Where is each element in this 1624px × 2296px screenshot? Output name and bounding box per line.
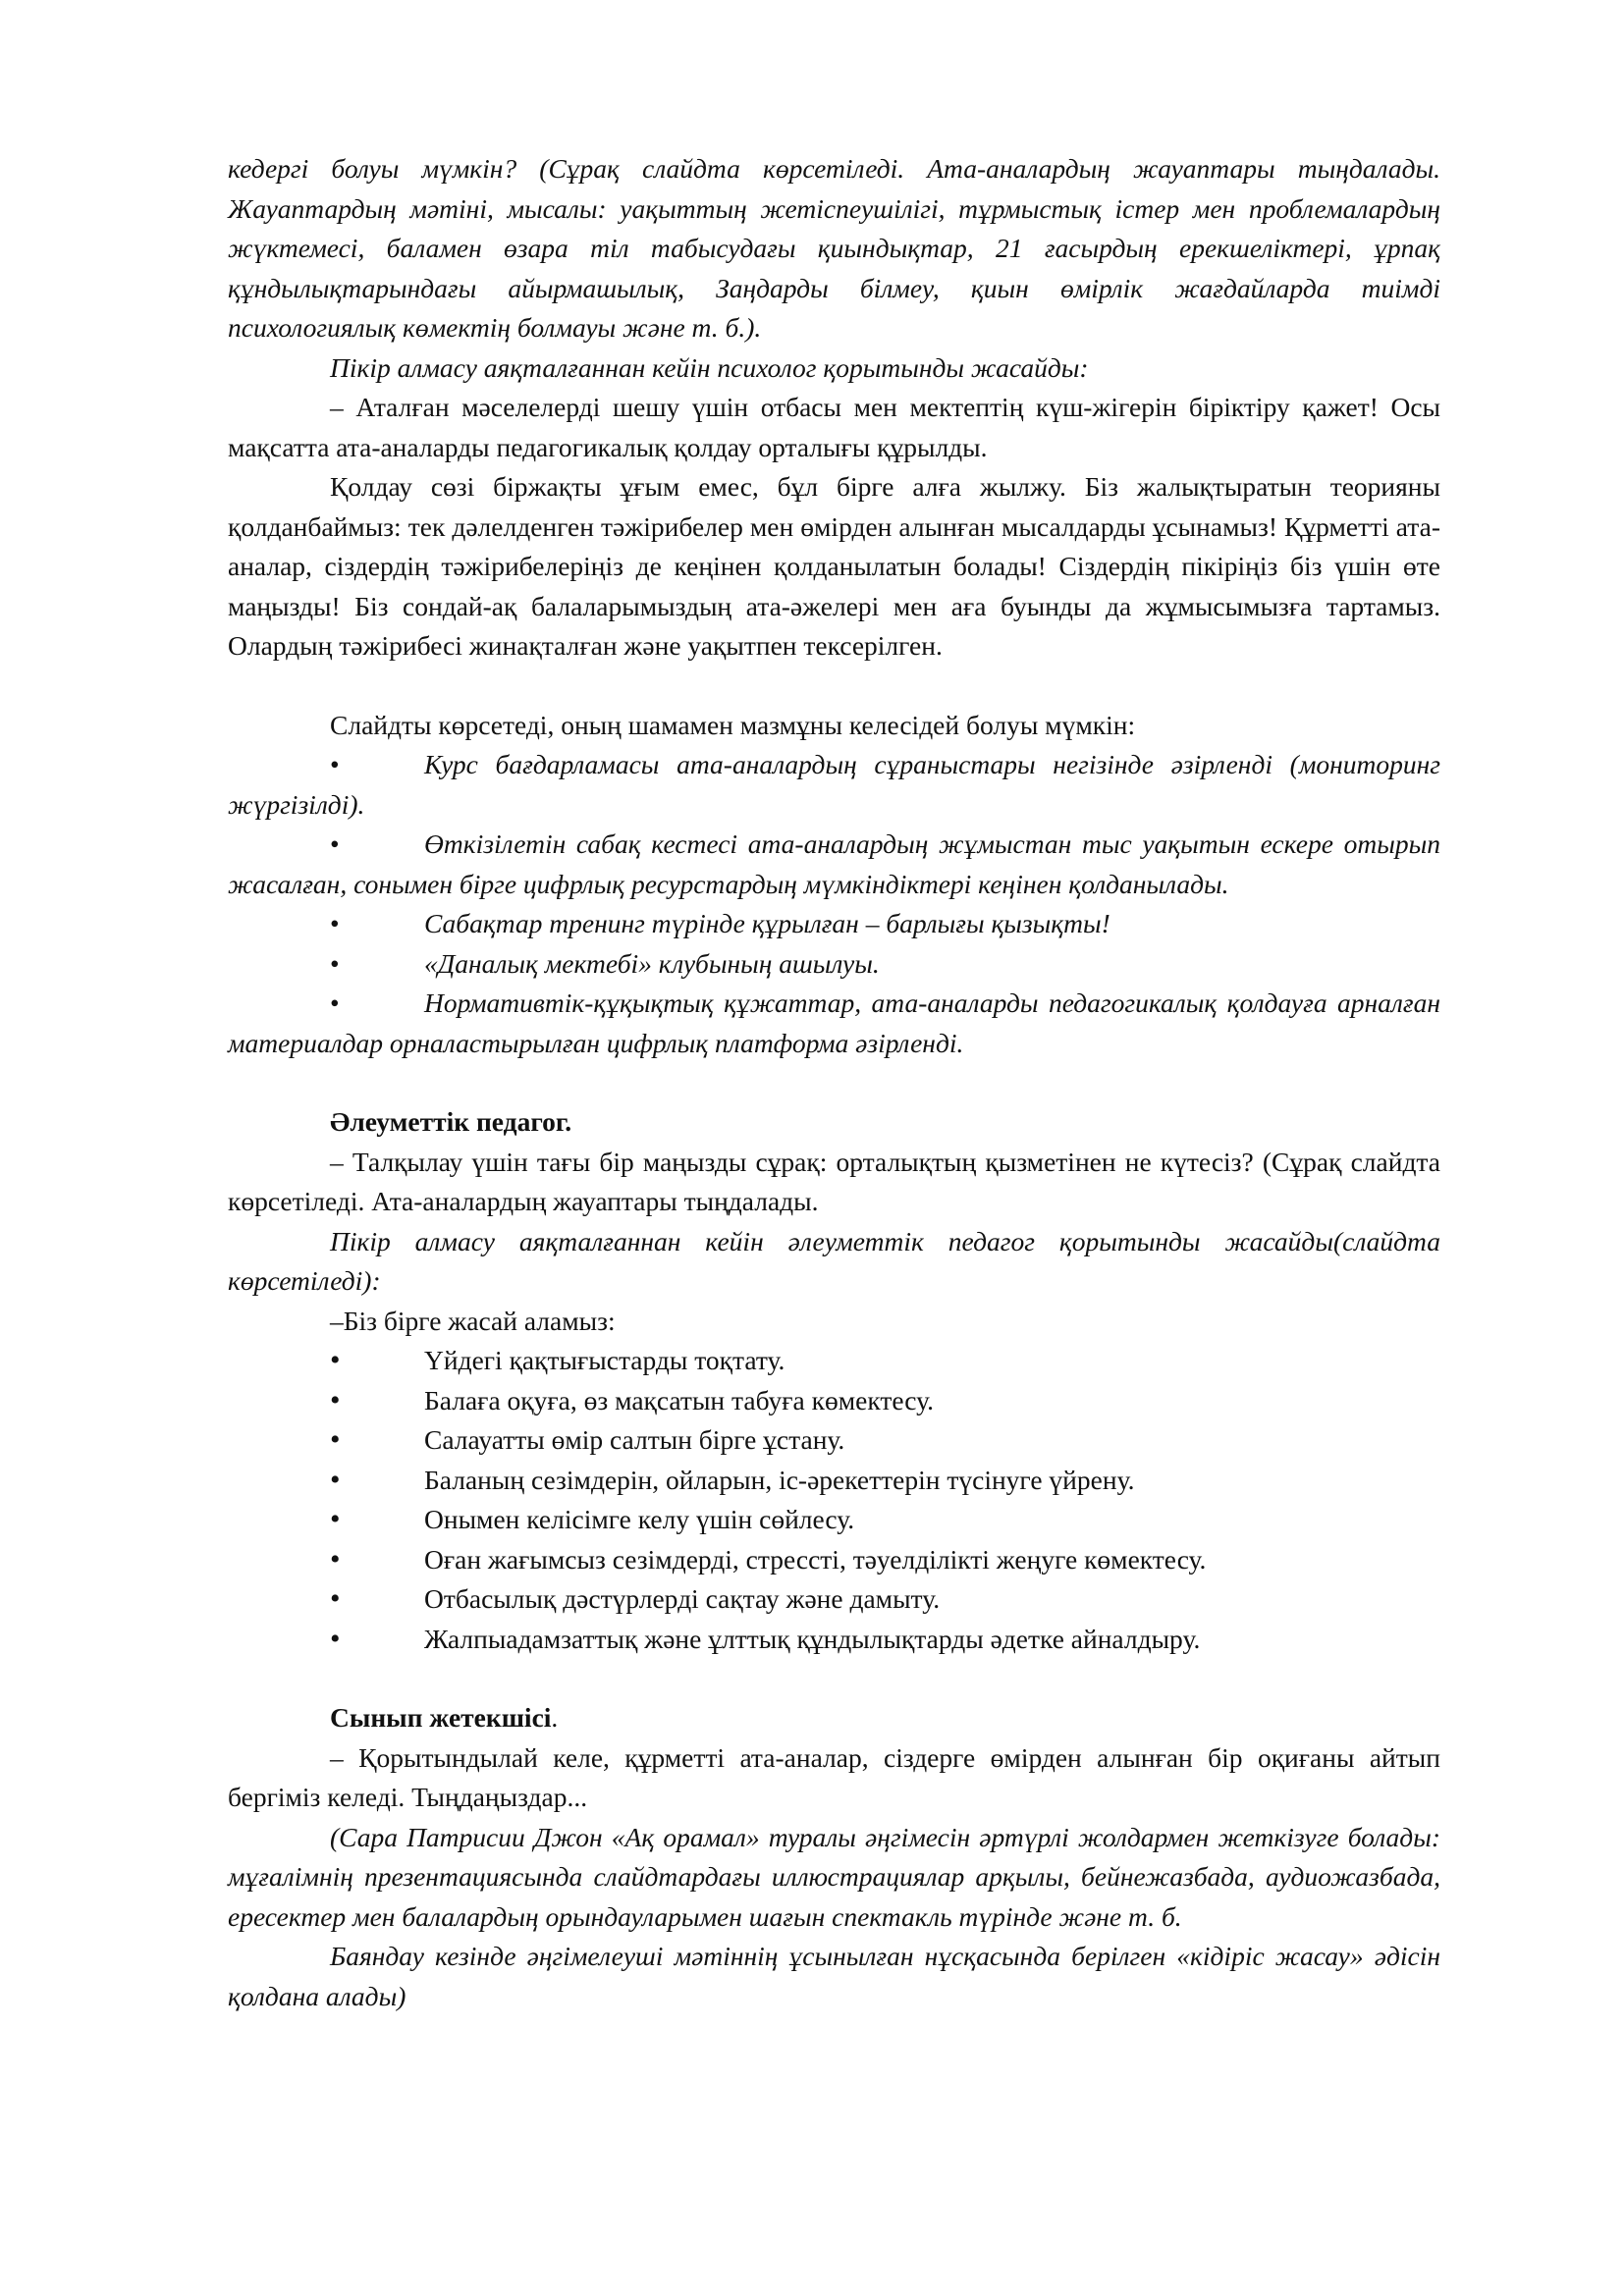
- bullet-icon: •: [330, 1463, 341, 1496]
- social-pedagogue-heading: Әлеуметтік педагог.: [330, 1106, 572, 1137]
- social-pedagogue-question: – Талқылау үшін тағы бір маңызды сұрақ: орталықтың қызметінен не күтесіз? (Сұрақ слайдта көрсетіледі. Ата-аналардың жауаптары тыңдалады.: [228, 1146, 1440, 1216]
- slide-bullet-text: «Даналық мектебі» клубының ашылуы.: [424, 947, 880, 979]
- together-bullet-text: Баланың сезімдерін, ойларын, іс-әрекеттерін түсінуге үйрену.: [424, 1464, 1135, 1495]
- together-bullet-item: [228, 1420, 1440, 1461]
- class-teacher-note-2: Баяндау кезінде әңгімелеуші мәтіннің ұсынылған нұсқасында берілген «кідіріс жасау» әдісін қолдана алады): [228, 1941, 1440, 2011]
- slide-bullet-item: [228, 825, 1440, 904]
- together-bullet-item: [228, 1540, 1440, 1580]
- document-page: [228, 149, 1440, 2016]
- bullet-icon: •: [330, 1383, 341, 1416]
- bullet-icon: •: [330, 908, 340, 938]
- class-teacher-speech: – Қорытындылай келе, құрметті ата-аналар, сіздерге өмірден алынған бір оқиғаны айтып бергіміз келеді. Тыңдаңыздар...: [228, 1741, 1440, 1812]
- spacer: [228, 1659, 1440, 1698]
- bullet-icon: •: [330, 1503, 341, 1535]
- bullet-icon: •: [330, 1622, 341, 1655]
- together-bullet-text: Балаға оқуға, өз мақсатын табуға көмектесу.: [424, 1384, 934, 1415]
- social-pedagogue-conclusion-intro: Пікір алмасу аяқталғаннан кейін әлеуметтік педагог қорытынды жасайды(слайдта көрсетіледі):: [228, 1225, 1440, 1296]
- slide-bullet-text: Нормативтік-құқықтық құжаттар, ата-аналарды педагогикалық қолдауға арналған материалдар орналастырылған цифрлық платформа әзірленді.: [228, 988, 1440, 1058]
- slide-bullet-list: [228, 745, 1440, 1063]
- bullet-icon: •: [330, 947, 340, 979]
- together-bullet-item: [228, 1461, 1440, 1501]
- class-teacher-heading-line: [228, 1698, 1440, 1738]
- together-bullet-item: [228, 1341, 1440, 1381]
- together-bullet-text: Салауатты өмір салтын бірге ұстану.: [424, 1424, 845, 1455]
- spacer: [228, 667, 1440, 706]
- psychologist-speech-2: Қолдау сөзі біржақты ұғым емес, бұл бірге алға жылжу. Біз жалықтыратын теорияны қолданбаймыз: тек дәлелденген тәжірибелер мен өмірден алынған мысалдарды ұсынамыз! Құрметті ата-аналар, сіздердің тәжірибелеріңіз де кеңінен қолданылатын болады! Сіздердің пікіріңіз біз үшін өте маңызды! Біз сондай-ақ балаларымыздың ата-әжелері мен аға буынды да жұмысымызға тартамыз. Олардың тәжірибесі жинақталған және уақытпен тексерілген.: [228, 471, 1440, 661]
- spacer: [228, 1063, 1440, 1102]
- class-teacher-heading-period: .: [551, 1702, 559, 1733]
- together-bullet-text: Үйдегі қақтығыстарды тоқтату.: [424, 1345, 785, 1375]
- class-teacher-heading: Сынып жетекшісі: [330, 1702, 552, 1733]
- bullet-icon: •: [330, 1582, 341, 1615]
- psychologist-conclusion-intro: Пікір алмасу аяқталғаннан кейін психолог қорытынды жасайды:: [330, 351, 1089, 383]
- bullet-icon: •: [330, 1542, 341, 1575]
- bullet-icon: •: [330, 1344, 341, 1376]
- together-intro: –Біз бірге жасай аламыз:: [330, 1305, 616, 1336]
- together-bullet-text: Онымен келісімге келу үшін сөйлесу.: [424, 1504, 855, 1534]
- together-bullet-text: Жалпыадамзаттық және ұлттық құндылықтарды әдетке айналдыру.: [424, 1623, 1201, 1654]
- together-bullet-list: [228, 1341, 1440, 1659]
- class-teacher-note-1: (Сара Патрисии Джон «Ақ орамал» туралы әңгімесін әртүрлі жолдармен жеткізуге болады: мұғалімнің презентациясында слайдтардағы иллюстрациялар арқылы, бейнежазбада, аудиожазбада, ересектер мен балалардың орындауларымен шағын спектакль түрінде және т. б.: [228, 1821, 1440, 1932]
- together-bullet-item: [228, 1500, 1440, 1540]
- together-bullet-item: [228, 1620, 1440, 1660]
- together-bullet-text: Отбасылық дәстүрлерді сақтау және дамыту.: [424, 1583, 941, 1614]
- slide-bullet-item: [228, 904, 1440, 944]
- intro-paragraph: кедергі болуы мүмкін? (Сұрақ слайдта көрсетіледі. Ата-аналардың жауаптары тыңдалады. Жауаптардың мәтіні, мысалы: уақыттың жетіспеушілігі, тұрмыстық істер мен проблемалардың жүктемесі, баламен өзара тіл табысудағы қиындықтар, 21 ғасырдың ерекшеліктері, ұрпақ құндылықтарындағы айырмашылық, Заңдарды білмеу, қиын өмірлік жағдайларда тиімді психологиялық көмектің болмауы және т. б.).: [228, 153, 1440, 343]
- bullet-icon: •: [330, 988, 340, 1018]
- slide-bullet-text: Курс бағдарламасы ата-аналардың сұраныстары негізінде әзірленді (мониторинг жүргізілді).: [228, 749, 1440, 820]
- together-bullet-text: Оған жағымсыз сезімдерді, стрессті, тәуелділікті жеңуге көмектесу.: [424, 1543, 1207, 1575]
- bullet-icon: •: [330, 749, 340, 779]
- bullet-icon: •: [330, 1423, 341, 1456]
- bullet-icon: •: [330, 828, 340, 859]
- together-bullet-item: [228, 1579, 1440, 1620]
- slide-bullet-item: [228, 944, 1440, 985]
- psychologist-speech-1: – Аталған мәселелерді шешу үшін отбасы мен мектептің күш-жігерін біріктіру қажет! Осы мақсатта ата-аналарды педагогикалық қолдау орталығы құрылды.: [228, 392, 1440, 462]
- slide-intro: Слайдты көрсетеді, оның шамамен мазмұны келесідей болуы мүмкін:: [330, 709, 1136, 740]
- slide-bullet-item: [228, 984, 1440, 1063]
- slide-bullet-item: [228, 745, 1440, 825]
- slide-bullet-text: Сабақтар тренинг түрінде құрылған – барлығы қызықты!: [424, 908, 1110, 938]
- together-bullet-item: [228, 1381, 1440, 1421]
- slide-bullet-text: Өткізілетін сабақ кестесі ата-аналардың жұмыстан тыс уақытын ескере отырып жасалған, сонымен бірге цифрлық ресурстардың мүмкіндіктері кеңінен қолданылады.: [228, 828, 1440, 899]
